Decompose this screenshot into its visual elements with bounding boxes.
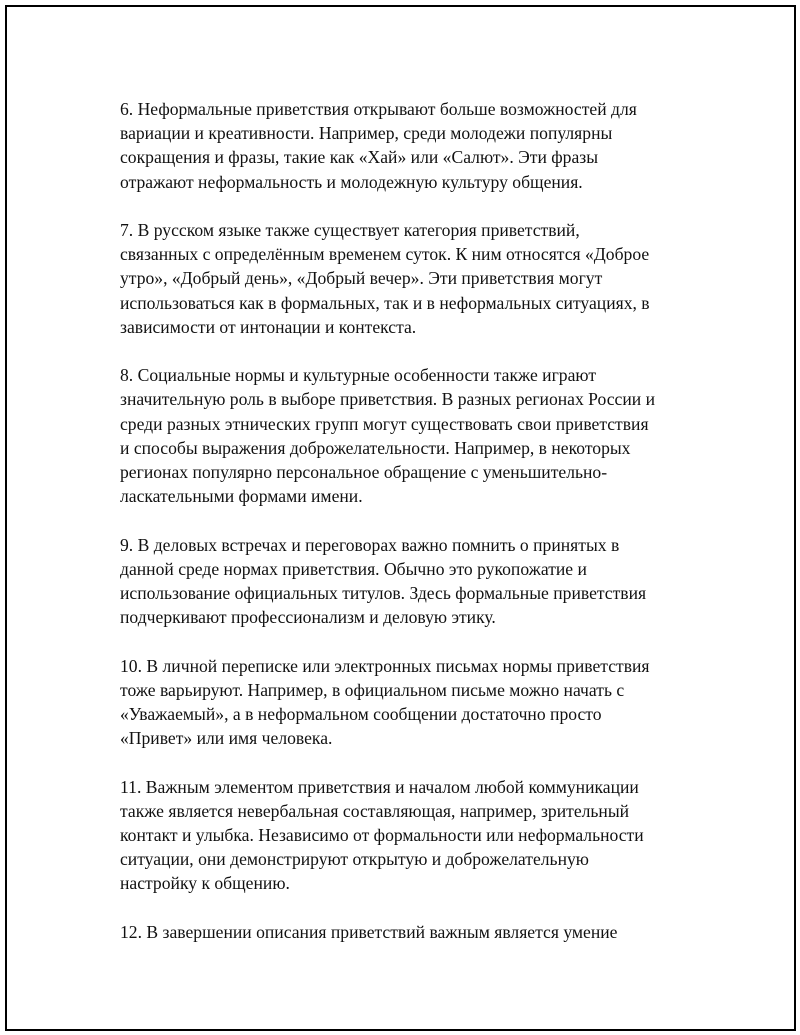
paragraph-7 — [120, 218, 690, 339]
text-line: ласкательными формами имени. — [120, 486, 363, 507]
text-line: контакт и улыбка. Независимо от формальности или неформальности — [120, 825, 644, 846]
paragraph-9 — [120, 533, 690, 630]
text-line: значительную роль в выборе приветствия. В разных регионах России и — [120, 389, 656, 410]
paragraph-8 — [120, 363, 690, 508]
text-line: 10. В личной переписке или электронных письмах нормы приветствия — [120, 655, 650, 676]
text-line: настройку к общению. — [120, 873, 290, 894]
text-line: 7. В русском языке также существует категория приветствий, — [120, 220, 580, 240]
text-line: 9. В деловых встречах и переговорах важно помнить о принятых в — [120, 534, 620, 555]
text-line: «Уважаемый», а в неформальном сообщении достаточно просто — [120, 704, 602, 725]
text-line: отражают неформальность и молодежную культуру общения. — [120, 171, 583, 192]
text-line: сокращения и фразы, такие как «Хай» или «Салют». Эти фразы — [120, 147, 599, 168]
text-line: использование официальных титулов. Здесь формальные приветствия — [120, 583, 647, 604]
text-line: 12. В завершении описания приветствий важным является умение — [120, 921, 618, 942]
paragraph-12 — [120, 920, 690, 944]
text-line: 8. Социальные нормы и культурные особенности также играют — [120, 365, 597, 386]
text-line: «Привет» или имя человека. — [120, 728, 333, 749]
text-line: 11. Важным элементом приветствия и началом любой коммуникации — [120, 776, 639, 797]
paragraph-11 — [120, 775, 690, 896]
text-line: связанных с определённым временем суток. К ним относятся «Доброе — [120, 244, 650, 265]
text-line: вариации и креативности. Например, среди молодежи популярны — [120, 123, 613, 144]
text-line: среди разных этнических групп могут существовать свои приветствия — [120, 413, 649, 434]
text-line: ситуации, они демонстрируют открытую и доброжелательную — [120, 849, 589, 870]
paragraph-10 — [120, 654, 690, 751]
paragraph-6 — [120, 97, 690, 194]
text-line: регионах популярно персональное обращение с уменьшительно- — [120, 462, 608, 483]
text-line: утро», «Добрый день», «Добрый вечер». Эти приветствия могут — [120, 268, 603, 289]
document-body — [120, 97, 690, 968]
text-line: также является невербальная составляющая, например, зрительный — [120, 800, 630, 821]
text-line: зависимости от интонации и контекста. — [120, 316, 417, 337]
page-frame — [5, 5, 796, 1031]
text-line: 6. Неформальные приветствия открывают больше возможностей для — [120, 99, 637, 119]
text-line: данной среде нормах приветствия. Обычно это рукопожатие и — [120, 558, 587, 579]
text-line: и способы выражения доброжелательности. Например, в некоторых — [120, 437, 631, 458]
text-line: тоже варьируют. Например, в официальном письме можно начать с — [120, 679, 625, 700]
text-line: использоваться как в формальных, так и в неформальных ситуациях, в — [120, 292, 650, 313]
text-line: подчеркивают профессионализм и деловую этику. — [120, 607, 496, 628]
